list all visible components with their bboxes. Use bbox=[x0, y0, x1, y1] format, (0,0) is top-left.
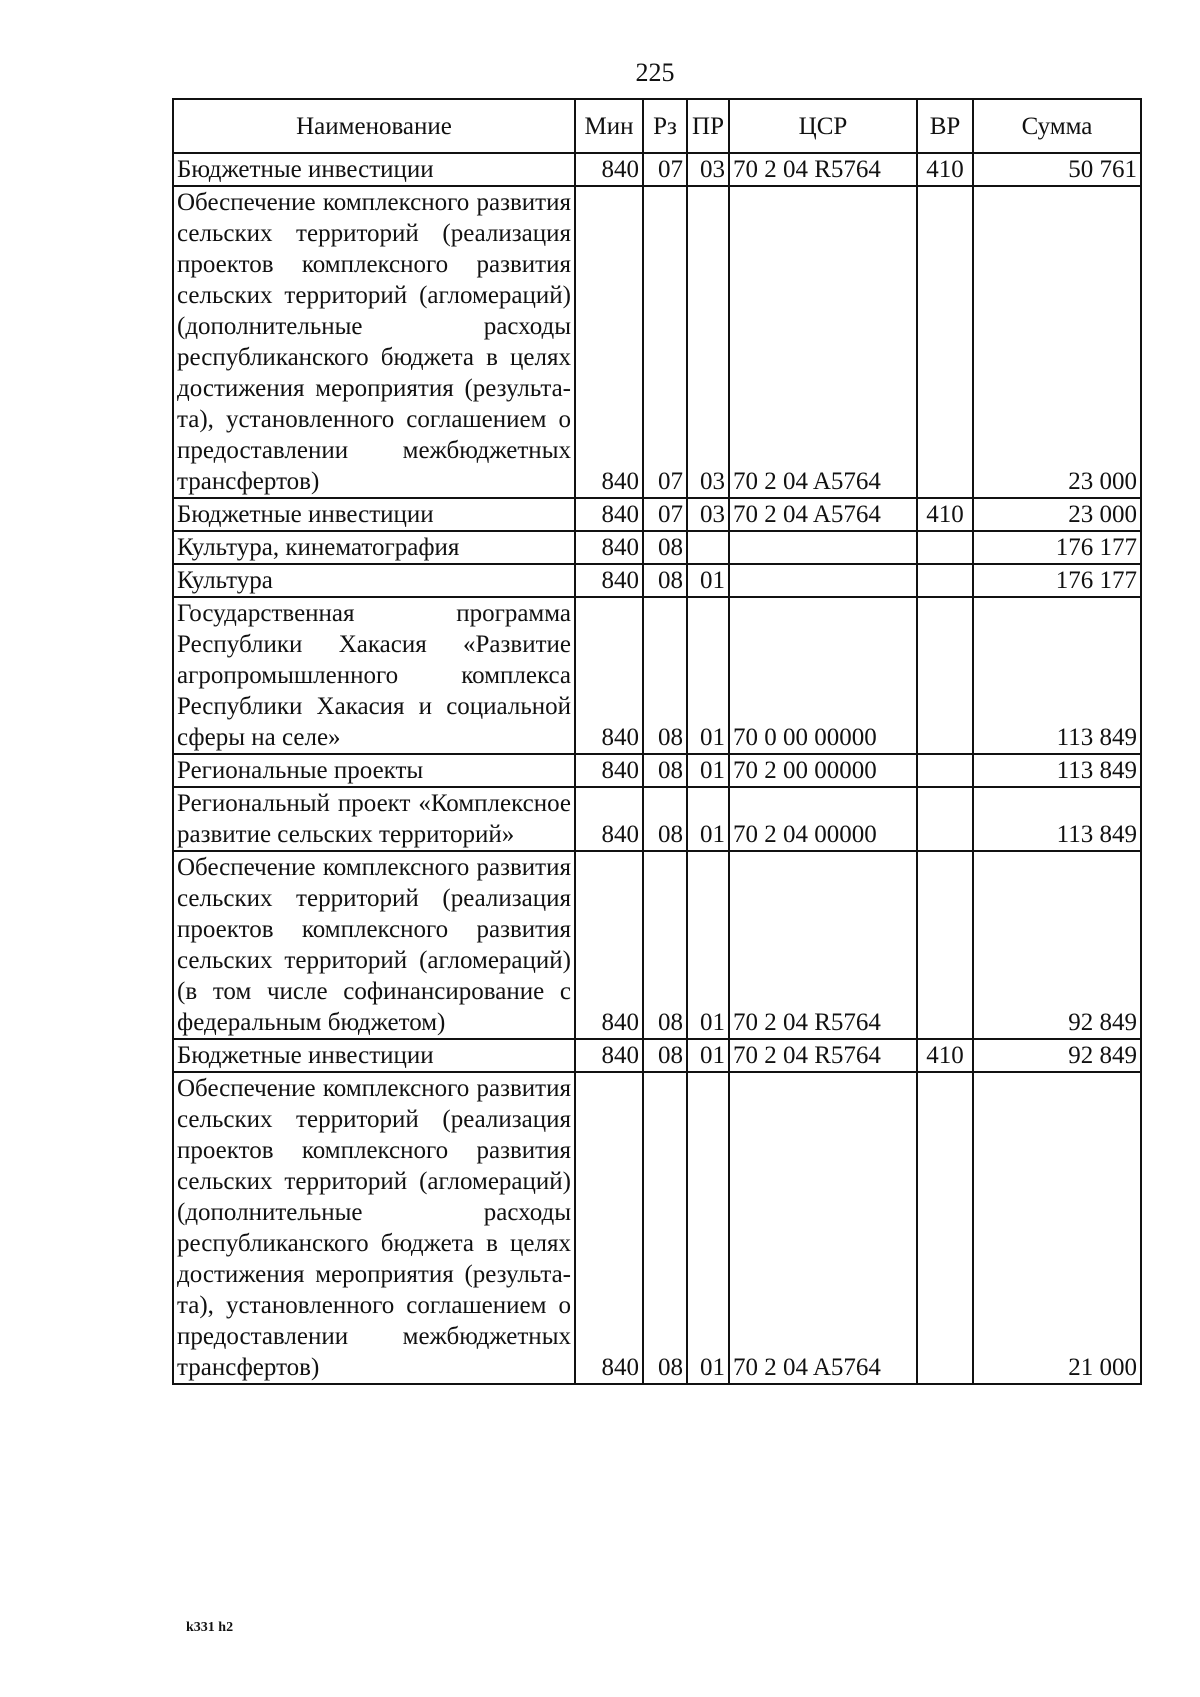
cell-rz: 07 bbox=[643, 498, 687, 531]
cell-sum: 50 761 bbox=[973, 153, 1141, 186]
col-header-sum: Сумма bbox=[973, 99, 1141, 153]
cell-csr: 70 2 04 A5764 bbox=[729, 498, 917, 531]
cell-csr bbox=[729, 564, 917, 597]
cell-csr: 70 2 04 00000 bbox=[729, 787, 917, 851]
cell-sum: 21 000 bbox=[973, 1072, 1141, 1384]
cell-rz: 07 bbox=[643, 186, 687, 498]
cell-name: Региональные проекты bbox=[173, 754, 575, 787]
cell-name: Культура bbox=[173, 564, 575, 597]
cell-min: 840 bbox=[575, 531, 643, 564]
cell-rz: 08 bbox=[643, 787, 687, 851]
cell-name: Культура, кинематография bbox=[173, 531, 575, 564]
table-row bbox=[173, 1072, 1141, 1384]
table-row bbox=[173, 564, 1141, 597]
cell-vr: 410 bbox=[917, 1039, 973, 1072]
cell-min: 840 bbox=[575, 1039, 643, 1072]
cell-sum: 176 177 bbox=[973, 531, 1141, 564]
cell-name: Бюджетные инвестиции bbox=[173, 1039, 575, 1072]
cell-min: 840 bbox=[575, 787, 643, 851]
cell-vr bbox=[917, 787, 973, 851]
cell-pr: 01 bbox=[687, 564, 729, 597]
cell-sum: 92 849 bbox=[973, 851, 1141, 1039]
cell-vr bbox=[917, 186, 973, 498]
cell-min: 840 bbox=[575, 597, 643, 754]
cell-csr: 70 2 04 R5764 bbox=[729, 1039, 917, 1072]
cell-pr: 01 bbox=[687, 787, 729, 851]
cell-csr bbox=[729, 531, 917, 564]
cell-sum: 113 849 bbox=[973, 787, 1141, 851]
cell-min: 840 bbox=[575, 754, 643, 787]
cell-vr bbox=[917, 531, 973, 564]
col-header-rz: Рз bbox=[643, 99, 687, 153]
cell-rz: 08 bbox=[643, 597, 687, 754]
cell-vr bbox=[917, 597, 973, 754]
cell-csr: 70 0 00 00000 bbox=[729, 597, 917, 754]
table-row bbox=[173, 186, 1141, 498]
col-header-name: Наименование bbox=[173, 99, 575, 153]
cell-sum: 113 849 bbox=[973, 597, 1141, 754]
cell-pr: 03 bbox=[687, 498, 729, 531]
cell-csr: 70 2 04 A5764 bbox=[729, 186, 917, 498]
table-row bbox=[173, 1039, 1141, 1072]
table-body bbox=[173, 153, 1141, 1384]
cell-pr: 01 bbox=[687, 851, 729, 1039]
cell-vr bbox=[917, 564, 973, 597]
cell-csr: 70 2 04 R5764 bbox=[729, 851, 917, 1039]
cell-rz: 08 bbox=[643, 531, 687, 564]
cell-name: Обеспечение комплексного развития сельских территорий (реализация проектов комплексного развития сельских территорий (агломераций) (дополнительные расходы республиканского бюджета в целях достижения мероприятия (результата), установленного соглашением о предоставлении межбюджетных трансфертов) bbox=[173, 186, 575, 498]
cell-sum: 176 177 bbox=[973, 564, 1141, 597]
cell-sum: 113 849 bbox=[973, 754, 1141, 787]
cell-pr: 01 bbox=[687, 597, 729, 754]
cell-pr: 03 bbox=[687, 153, 729, 186]
table-row bbox=[173, 153, 1141, 186]
cell-rz: 08 bbox=[643, 1039, 687, 1072]
cell-sum: 92 849 bbox=[973, 1039, 1141, 1072]
cell-vr bbox=[917, 1072, 973, 1384]
cell-min: 840 bbox=[575, 498, 643, 531]
cell-name: Государственная программа Республики Хакасия «Развитие агропромышленного комплекса Республики Хакасия и социальной сферы на селе» bbox=[173, 597, 575, 754]
table-row bbox=[173, 851, 1141, 1039]
cell-name: Обеспечение комплексного развития сельских территорий (реализация проектов комплексного развития сельских территорий (агломераций) (дополнительные расходы республиканского бюджета в целях достижения мероприятия (результата), установленного соглашением о предоставлении межбюджетных трансфертов) bbox=[173, 1072, 575, 1384]
cell-min: 840 bbox=[575, 851, 643, 1039]
col-header-min: Мин bbox=[575, 99, 643, 153]
footer-code: k331 h2 bbox=[186, 1620, 234, 1635]
cell-rz: 08 bbox=[643, 754, 687, 787]
col-header-vr: ВР bbox=[917, 99, 973, 153]
cell-name: Бюджетные инвестиции bbox=[173, 153, 575, 186]
cell-csr: 70 2 00 00000 bbox=[729, 754, 917, 787]
cell-rz: 08 bbox=[643, 564, 687, 597]
cell-pr bbox=[687, 531, 729, 564]
cell-name: Бюджетные инвестиции bbox=[173, 498, 575, 531]
col-header-csr: ЦСР bbox=[729, 99, 917, 153]
col-header-pr: ПР bbox=[687, 99, 729, 153]
cell-pr: 01 bbox=[687, 1039, 729, 1072]
table-row bbox=[173, 531, 1141, 564]
cell-vr: 410 bbox=[917, 498, 973, 531]
cell-sum: 23 000 bbox=[973, 186, 1141, 498]
cell-min: 840 bbox=[575, 186, 643, 498]
cell-min: 840 bbox=[575, 564, 643, 597]
header-row bbox=[173, 99, 1141, 153]
table-row bbox=[173, 498, 1141, 531]
table-row bbox=[173, 754, 1141, 787]
page-number: 225 bbox=[635, 58, 675, 87]
cell-min: 840 bbox=[575, 153, 643, 186]
cell-vr bbox=[917, 851, 973, 1039]
cell-pr: 03 bbox=[687, 186, 729, 498]
cell-pr: 01 bbox=[687, 1072, 729, 1384]
cell-vr: 410 bbox=[917, 153, 973, 186]
cell-rz: 08 bbox=[643, 851, 687, 1039]
cell-csr: 70 2 04 R5764 bbox=[729, 153, 917, 186]
cell-csr: 70 2 04 A5764 bbox=[729, 1072, 917, 1384]
budget-table bbox=[172, 98, 1142, 1385]
cell-rz: 07 bbox=[643, 153, 687, 186]
cell-min: 840 bbox=[575, 1072, 643, 1384]
cell-name: Региональный проект «Комплексное развитие сельских территорий» bbox=[173, 787, 575, 851]
table-row bbox=[173, 597, 1141, 754]
cell-pr: 01 bbox=[687, 754, 729, 787]
cell-vr bbox=[917, 754, 973, 787]
cell-sum: 23 000 bbox=[973, 498, 1141, 531]
cell-rz: 08 bbox=[643, 1072, 687, 1384]
table-row bbox=[173, 787, 1141, 851]
cell-name: Обеспечение комплексного развития сельских территорий (реализация проектов комплексного развития сельских территорий (агломераций) (в том числе софинансирование с федеральным бюджетом) bbox=[173, 851, 575, 1039]
